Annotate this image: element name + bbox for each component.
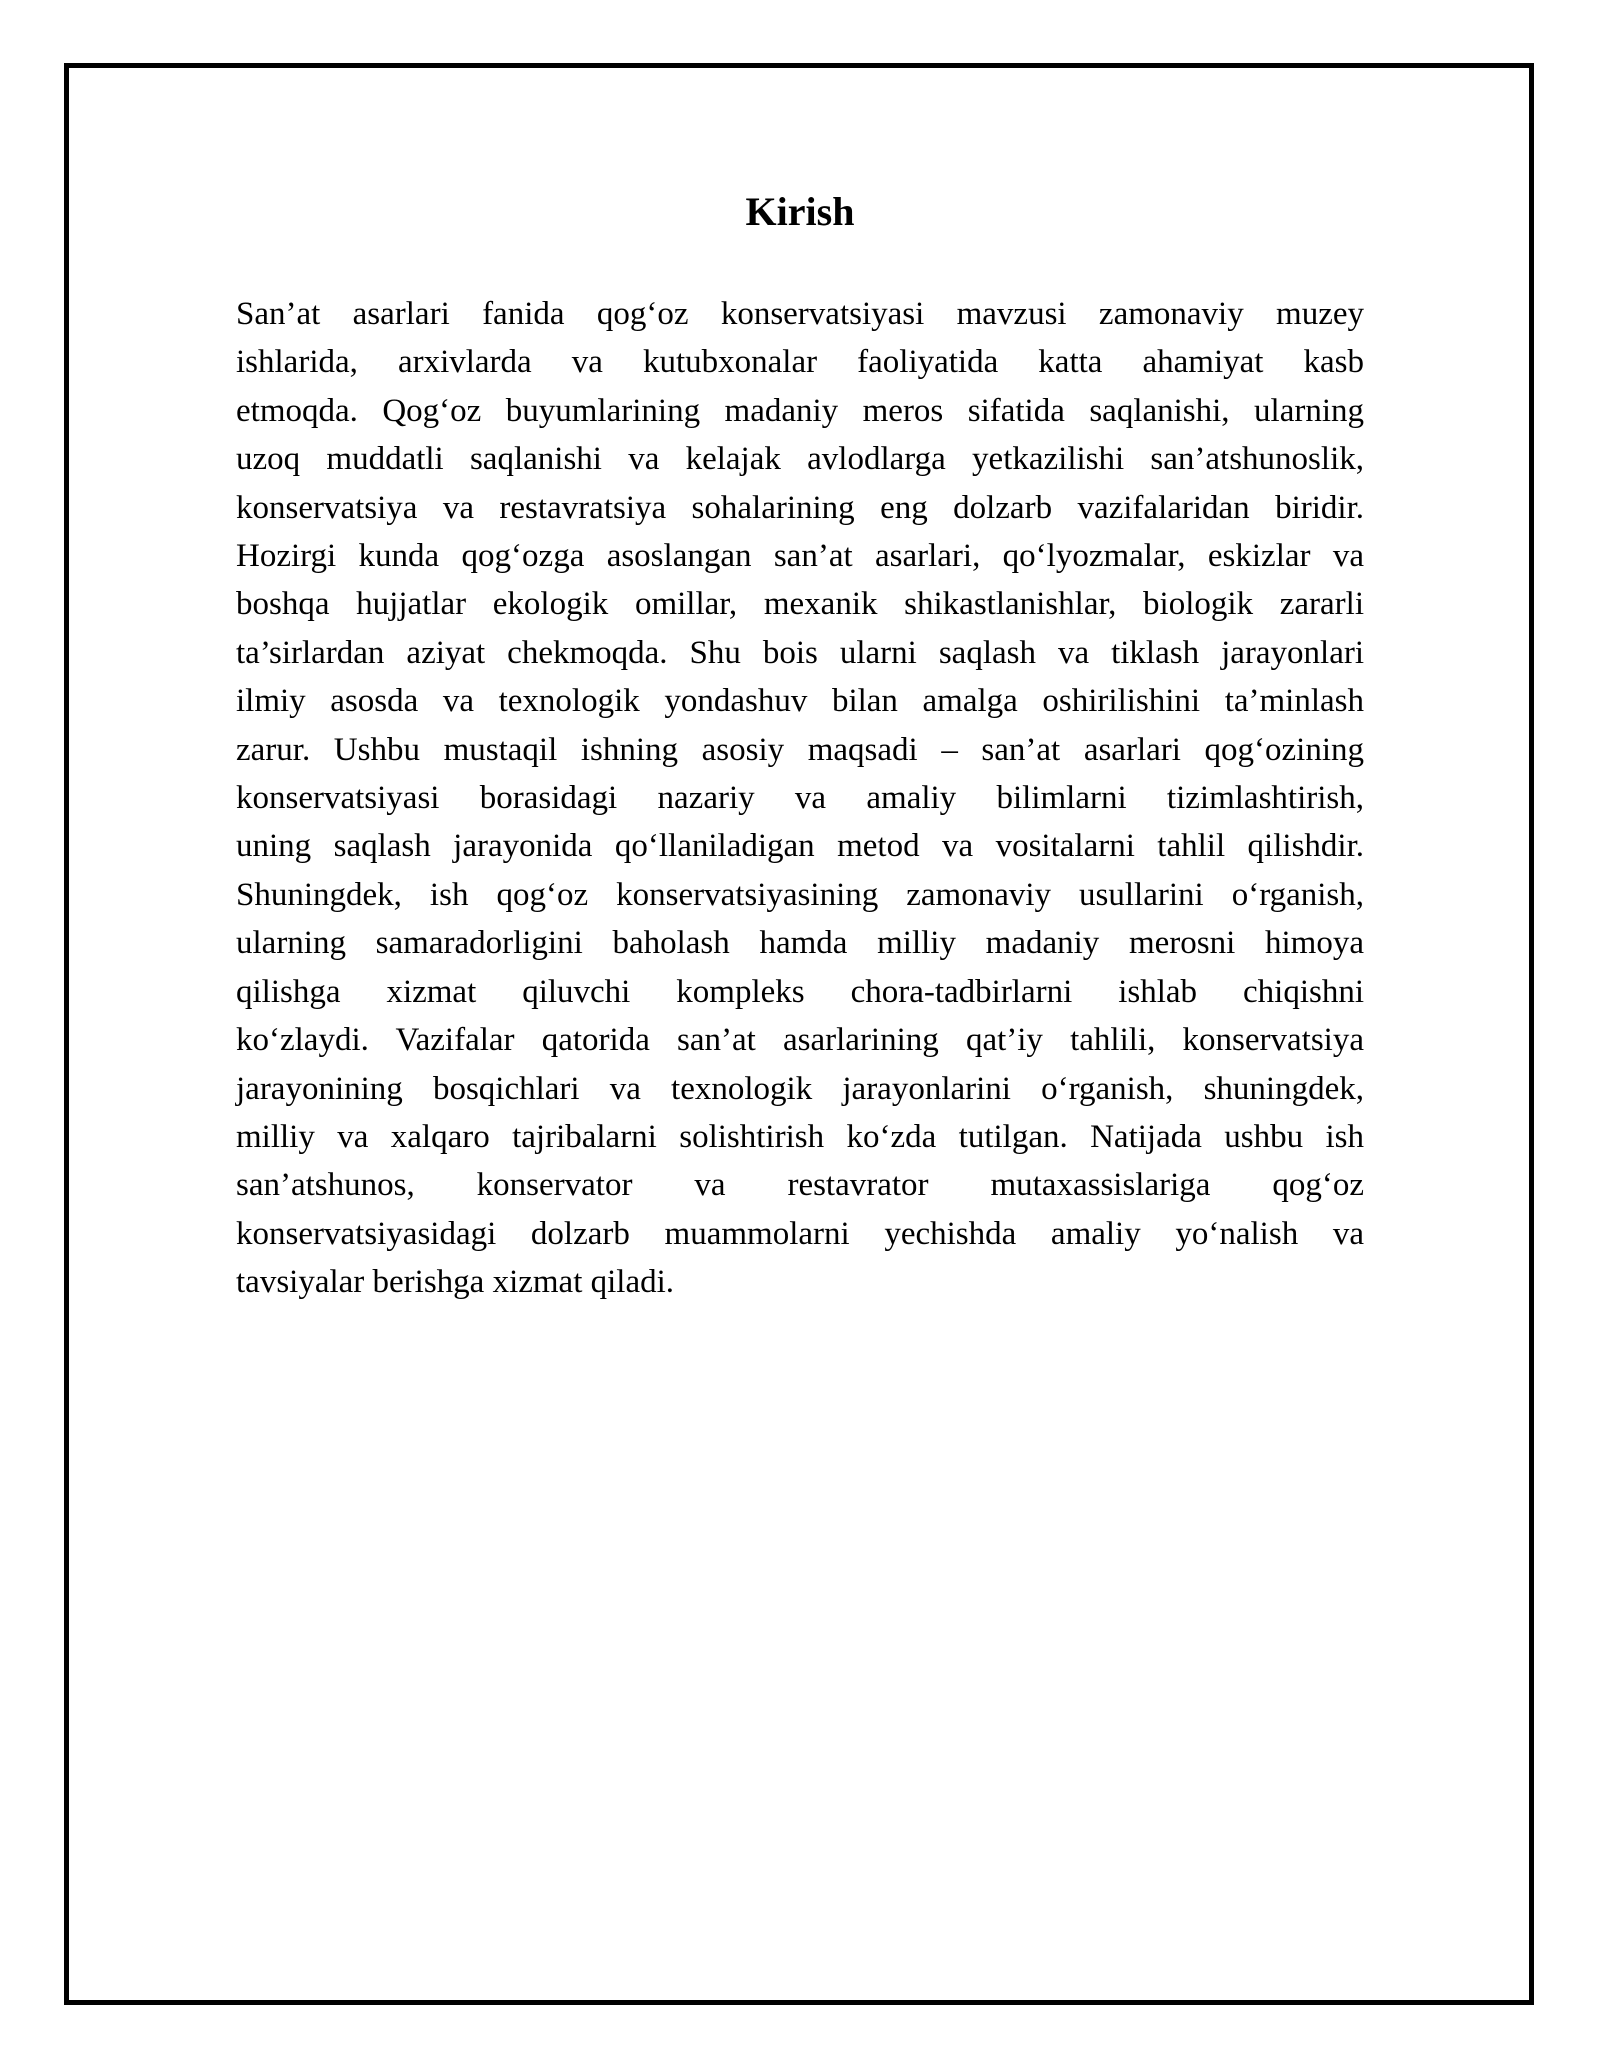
paragraph-line: boshqa hujjatlar ekologik omillar, mexanik shikastlanishlar, biologik zararli (236, 586, 1364, 623)
document-body (236, 290, 1364, 1307)
paragraph-line: Hozirgi kunda qog‘ozga asoslangan san’at asarlari, qo‘lyozmalar, eskizlar va (236, 538, 1364, 575)
paragraph-line: tavsiyalar berishga xizmat qiladi. (236, 1264, 675, 1301)
paragraph-line: jarayonining bosqichlari va texnologik jarayonlarini o‘rganish, shuningdek, (236, 1070, 1364, 1107)
paragraph-line: San’at asarlari fanida qog‘oz konservatsiyasi mavzusi zamonaviy muzey (236, 296, 1364, 332)
page-title: Kirish (745, 189, 855, 234)
paragraph-line: ishlarida, arxivlarda va kutubxonalar faoliyatida katta ahamiyat kasb (236, 344, 1364, 381)
paragraph-line: ilmiy asosda va texnologik yondashuv bilan amalga oshirilishini ta’minlash (236, 683, 1364, 720)
paragraph-line: ko‘zlaydi. Vazifalar qatorida san’at asarlarining qat’iy tahlili, konservatsiya (236, 1022, 1364, 1059)
paragraph-line: etmoqda. Qog‘oz buyumlarining madaniy meros sifatida saqlanishi, ularning (236, 392, 1364, 429)
paragraph-line: konservatsiyasi borasidagi nazariy va amaliy bilimlarni tizimlashtirish, (236, 780, 1364, 817)
introduction-paragraph (236, 290, 1364, 1307)
paragraph-line: Shuningdek, ish qog‘oz konservatsiyasining zamonaviy usullarini o‘rganish, (236, 876, 1364, 913)
paragraph-line: qilishga xizmat qiluvchi kompleks chora-tadbirlarni ishlab chiqishni (236, 973, 1364, 1010)
paragraph-line: san’atshunos, konservator va restavrator mutaxassislariga qog‘oz (236, 1167, 1364, 1204)
paragraph-line: ta’sirlardan aziyat chekmoqda. Shu bois ularni saqlash va tiklash jarayonlari (236, 634, 1364, 671)
paragraph-line: uning saqlash jarayonida qo‘llaniladigan metod va vositalarni tahlil qilishdir. (236, 828, 1364, 865)
paragraph-line: ularning samaradorligini baholash hamda milliy madaniy merosni himoya (236, 925, 1364, 962)
paragraph-line: konservatsiyasidagi dolzarb muammolarni yechishda amaliy yo‘nalish va (236, 1215, 1364, 1252)
paragraph-line: uzoq muddatli saqlanishi va kelajak avlodlarga yetkazilishi san’atshunoslik, (236, 441, 1364, 478)
paragraph-line: konservatsiya va restavratsiya sohalarining eng dolzarb vazifalaridan biridir. (236, 489, 1364, 526)
paragraph-line: milliy va xalqaro tajribalarni solishtirish ko‘zda tutilgan. Natijada ushbu ish (236, 1118, 1364, 1155)
paragraph-line: zarur. Ushbu mustaqil ishning asosiy maqsadi – san’at asarlari qog‘ozining (236, 731, 1364, 768)
